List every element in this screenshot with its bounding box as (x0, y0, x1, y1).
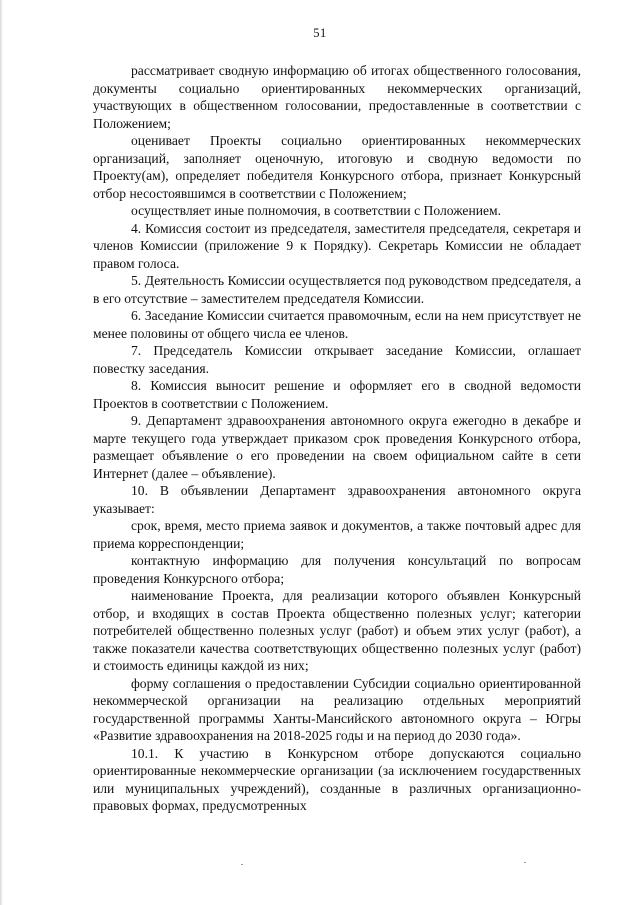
paragraph-7-chair-opens-meeting: 7. Председатель Комиссии открывает заседание Комиссии, оглашает повестку заседания. (93, 343, 581, 376)
paragraph-contact-info: контактную информацию для получения консультаций по вопросам проведения Конкурсного отбора; (93, 553, 581, 586)
paragraph-5-commission-leadership: 5. Деятельность Комиссии осуществляется под руководством председателя, а в его отсутствие – заместителем председателя Комиссии. (93, 273, 581, 306)
paragraph-6-quorum: 6. Заседание Комиссии считается правомочным, если на нем присутствует не менее половины от общего числа ее членов. (93, 308, 581, 341)
paragraph-4-commission-composition: 4. Комиссия состоит из председателя, заместителя председателя, секретаря и членов Комиссии (приложение 9 к Порядку). Секретарь Комиссии не обладает правом голоса. (93, 220, 581, 271)
paragraph-project-name: наименование Проекта, для реализации которого объявлен Конкурсный отбор, и входящих в состав Проекта общественно полезных услуг; категории потребителей общественно полезных услуг (работ) и объем этих услуг (работ), а также показатели качества соответствующих общественно полезных услуг (работ) и стоимость единицы каждой из них; (93, 588, 581, 673)
document-body (93, 62, 581, 815)
page-number: 51 (313, 26, 327, 40)
paragraph-agreement-form: форму соглашения о предоставлении Субсидии социально ориентированной некоммерческой организации на реализацию отдельных мероприятий государственной программы Ханты-Мансийского автономного округа – Югры «Развитие здравоохранения на 2018-2025 годы и на период до 2030 года». (93, 675, 581, 743)
paragraph-10-announcement-contents: 10. В объявлении Департамент здравоохранения автономного округа указывает: (93, 483, 581, 516)
paragraph-deadline-place: срок, время, место приема заявок и документов, а также почтовый адрес для приема корреспонденции; (93, 518, 581, 551)
scan-speck (241, 864, 243, 865)
scan-edge-shadow (0, 0, 3, 905)
paragraph-review-voting-info: рассматривает сводную информацию об итогах общественного голосования, документы социально ориентированных некоммерческих организаций, участвующих в общественном голосовании, предоставленные в соответствии с Положением; (93, 63, 581, 131)
paragraph-other-powers: осуществляет иные полномочия, в соответствии с Положением. (131, 203, 502, 218)
scan-speck (524, 862, 526, 863)
paragraph-8-decision: 8. Комиссия выносит решение и оформляет его в сводной ведомости Проектов в соответствии с Положением. (93, 378, 581, 411)
paragraph-evaluate-projects: оценивает Проекты социально ориентированных некоммерческих организаций, заполняет оценочную, итоговую и сводную ведомости по Проекту(ам), определяет победителя Конкурсного отбора, признает Конкурсный отбор несостоявшимся в соответствии с Положением; (93, 133, 581, 201)
paragraph-9-announcement: 9. Департамент здравоохранения автономного округа ежегодно в декабре и марте текущего года утверждает приказом срок проведения Конкурсного отбора, размещает объявление о его проведении на своем официальном сайте в сети Интернет (далее – объявление). (93, 413, 581, 481)
paragraph-10-1-eligibility: 10.1. К участию в Конкурсном отборе допускаются социально ориентированные некоммерческие организации (за исключением государственных или муниципальных учреждений), созданные в различных организационно-правовых формах, предусмотренных (93, 745, 581, 813)
